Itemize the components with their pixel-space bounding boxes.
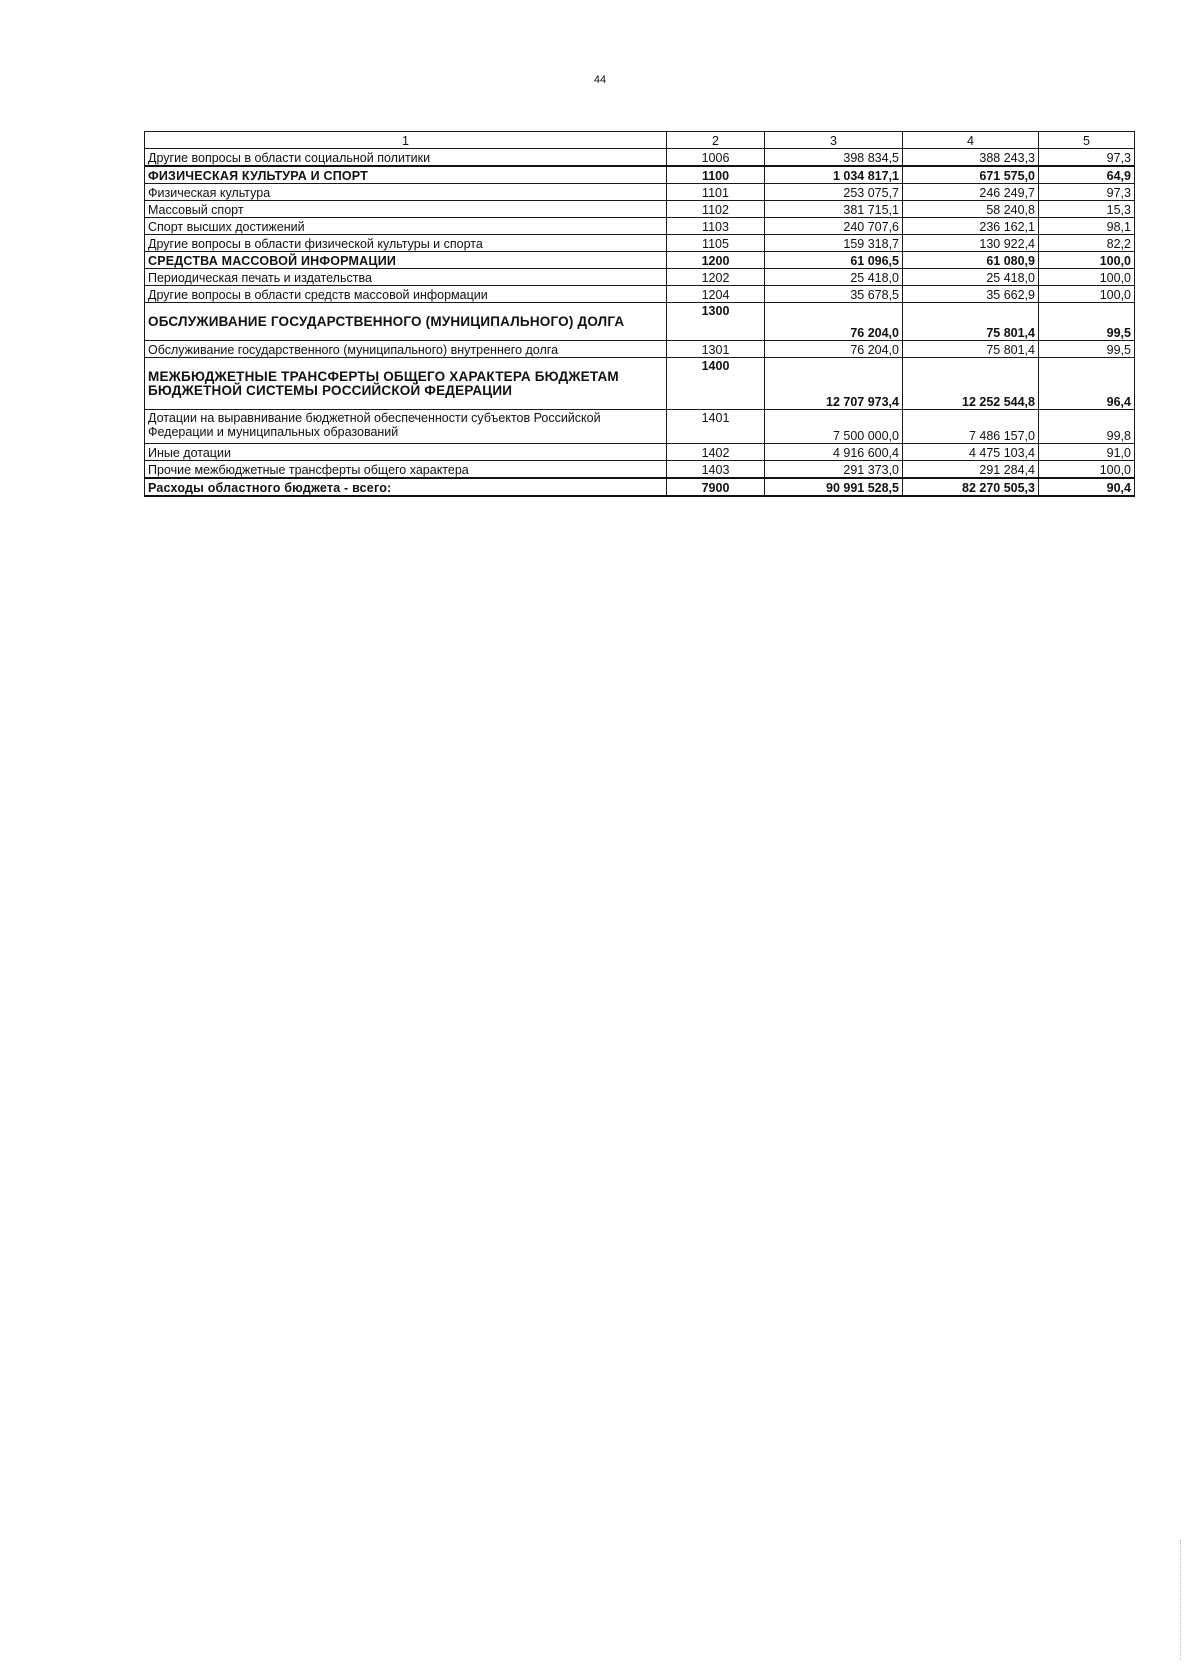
- row-value-cell-3: 398 834,5: [765, 149, 903, 167]
- table-row: [145, 410, 1135, 444]
- row-value-cell-3: 291 373,0: [765, 461, 903, 479]
- row-value-cell-3: 159 318,7: [765, 235, 903, 252]
- table-row: [145, 341, 1135, 358]
- row-percent-cell: 99,5: [1039, 303, 1135, 341]
- row-name-cell: СРЕДСТВА МАССОВОЙ ИНФОРМАЦИИ: [145, 252, 667, 269]
- row-value-cell-4: 388 243,3: [903, 149, 1039, 167]
- row-code-cell: 1400: [667, 358, 765, 410]
- table-row: [145, 149, 1135, 167]
- row-value-cell-3: 4 916 600,4: [765, 444, 903, 461]
- row-name-cell: Иные дотации: [145, 444, 667, 461]
- row-code-cell: 1101: [667, 184, 765, 201]
- row-name-cell: Массовый спорт: [145, 201, 667, 218]
- row-value-cell-4: 82 270 505,3: [903, 478, 1039, 496]
- row-percent-cell: 91,0: [1039, 444, 1135, 461]
- table-row: [145, 269, 1135, 286]
- row-code-cell: 1204: [667, 286, 765, 303]
- table-row: [145, 358, 1135, 410]
- row-name-cell: Прочие межбюджетные трансферты общего характера: [145, 461, 667, 479]
- row-value-cell-3: 76 204,0: [765, 303, 903, 341]
- table-row: [145, 235, 1135, 252]
- row-percent-cell: 82,2: [1039, 235, 1135, 252]
- table-row: [145, 252, 1135, 269]
- row-name-cell: Дотации на выравнивание бюджетной обеспеченности субъектов Российской Федерации и муниципальных образований: [145, 410, 667, 444]
- row-percent-cell: 96,4: [1039, 358, 1135, 410]
- row-percent-cell: 98,1: [1039, 218, 1135, 235]
- row-code-cell: 1403: [667, 461, 765, 479]
- row-value-cell-4: 236 162,1: [903, 218, 1039, 235]
- row-name-cell: Расходы областного бюджета - всего:: [145, 478, 667, 496]
- row-code-cell: 1103: [667, 218, 765, 235]
- row-name-cell: Другие вопросы в области средств массовой информации: [145, 286, 667, 303]
- row-value-cell-3: 61 096,5: [765, 252, 903, 269]
- scan-edge-mark: [1180, 1540, 1182, 1660]
- row-percent-cell: 100,0: [1039, 286, 1135, 303]
- row-value-cell-3: 35 678,5: [765, 286, 903, 303]
- table-body: [145, 132, 1135, 497]
- row-code-cell: 1301: [667, 341, 765, 358]
- row-value-cell-4: 61 080,9: [903, 252, 1039, 269]
- row-percent-cell: 100,0: [1039, 461, 1135, 479]
- table-row: [145, 184, 1135, 201]
- total-row: [145, 478, 1135, 496]
- row-name-cell: ОБСЛУЖИВАНИЕ ГОСУДАРСТВЕННОГО (МУНИЦИПАЛЬНОГО) ДОЛГА: [145, 303, 667, 341]
- row-name-cell: Другие вопросы в области физической культуры и спорта: [145, 235, 667, 252]
- row-code-cell: 1402: [667, 444, 765, 461]
- row-value-cell-4: 671 575,0: [903, 166, 1039, 184]
- row-name-cell: Другие вопросы в области социальной политики: [145, 149, 667, 167]
- table-row: [145, 201, 1135, 218]
- row-name-cell: ФИЗИЧЕСКАЯ КУЛЬТУРА И СПОРТ: [145, 166, 667, 184]
- row-percent-cell: 99,8: [1039, 410, 1135, 444]
- row-value-cell-3: 1 034 817,1: [765, 166, 903, 184]
- row-value-cell-4: 130 922,4: [903, 235, 1039, 252]
- row-percent-cell: 97,3: [1039, 149, 1135, 167]
- row-code-cell: 1300: [667, 303, 765, 341]
- row-value-cell-4: 291 284,4: [903, 461, 1039, 479]
- row-value-cell-3: 25 418,0: [765, 269, 903, 286]
- row-percent-cell: 100,0: [1039, 269, 1135, 286]
- row-code-cell: 1006: [667, 149, 765, 167]
- header-cell-1: 1: [145, 132, 667, 149]
- row-value-cell-3: 381 715,1: [765, 201, 903, 218]
- row-name-cell: Физическая культура: [145, 184, 667, 201]
- row-percent-cell: 15,3: [1039, 201, 1135, 218]
- row-value-cell-4: 246 249,7: [903, 184, 1039, 201]
- table-row: [145, 303, 1135, 341]
- table-row: [145, 166, 1135, 184]
- row-value-cell-3: 253 075,7: [765, 184, 903, 201]
- header-cell-5: 5: [1039, 132, 1135, 149]
- row-value-cell-4: 58 240,8: [903, 201, 1039, 218]
- row-value-cell-3: 12 707 973,4: [765, 358, 903, 410]
- row-percent-cell: 90,4: [1039, 478, 1135, 496]
- table-row: [145, 461, 1135, 479]
- table-header-row: [145, 132, 1135, 149]
- row-value-cell-4: 75 801,4: [903, 303, 1039, 341]
- row-code-cell: 1105: [667, 235, 765, 252]
- row-name-cell: Спорт высших достижений: [145, 218, 667, 235]
- row-value-cell-4: 12 252 544,8: [903, 358, 1039, 410]
- page-number: 44: [593, 74, 607, 86]
- row-value-cell-3: 76 204,0: [765, 341, 903, 358]
- row-code-cell: 1200: [667, 252, 765, 269]
- row-value-cell-3: 90 991 528,5: [765, 478, 903, 496]
- row-value-cell-4: 35 662,9: [903, 286, 1039, 303]
- row-percent-cell: 100,0: [1039, 252, 1135, 269]
- header-cell-4: 4: [903, 132, 1039, 149]
- row-name-cell: Периодическая печать и издательства: [145, 269, 667, 286]
- table-row: [145, 444, 1135, 461]
- row-value-cell-4: 25 418,0: [903, 269, 1039, 286]
- row-code-cell: 1202: [667, 269, 765, 286]
- row-percent-cell: 99,5: [1039, 341, 1135, 358]
- row-value-cell-4: 75 801,4: [903, 341, 1039, 358]
- table-row: [145, 286, 1135, 303]
- row-code-cell: 1100: [667, 166, 765, 184]
- row-code-cell: 1401: [667, 410, 765, 444]
- row-value-cell-4: 7 486 157,0: [903, 410, 1039, 444]
- header-cell-2: 2: [667, 132, 765, 149]
- row-value-cell-3: 240 707,6: [765, 218, 903, 235]
- row-name-cell: МЕЖБЮДЖЕТНЫЕ ТРАНСФЕРТЫ ОБЩЕГО ХАРАКТЕРА БЮДЖЕТАМ БЮДЖЕТНОЙ СИСТЕМЫ РОССИЙСКОЙ ФЕДЕРАЦИИ: [145, 358, 667, 410]
- row-percent-cell: 64,9: [1039, 166, 1135, 184]
- row-value-cell-4: 4 475 103,4: [903, 444, 1039, 461]
- row-value-cell-3: 7 500 000,0: [765, 410, 903, 444]
- row-percent-cell: 97,3: [1039, 184, 1135, 201]
- row-code-cell: 1102: [667, 201, 765, 218]
- budget-expenditure-table: [144, 131, 1135, 497]
- row-name-cell: Обслуживание государственного (муниципального) внутреннего долга: [145, 341, 667, 358]
- table-row: [145, 218, 1135, 235]
- header-cell-3: 3: [765, 132, 903, 149]
- row-code-cell: 7900: [667, 478, 765, 496]
